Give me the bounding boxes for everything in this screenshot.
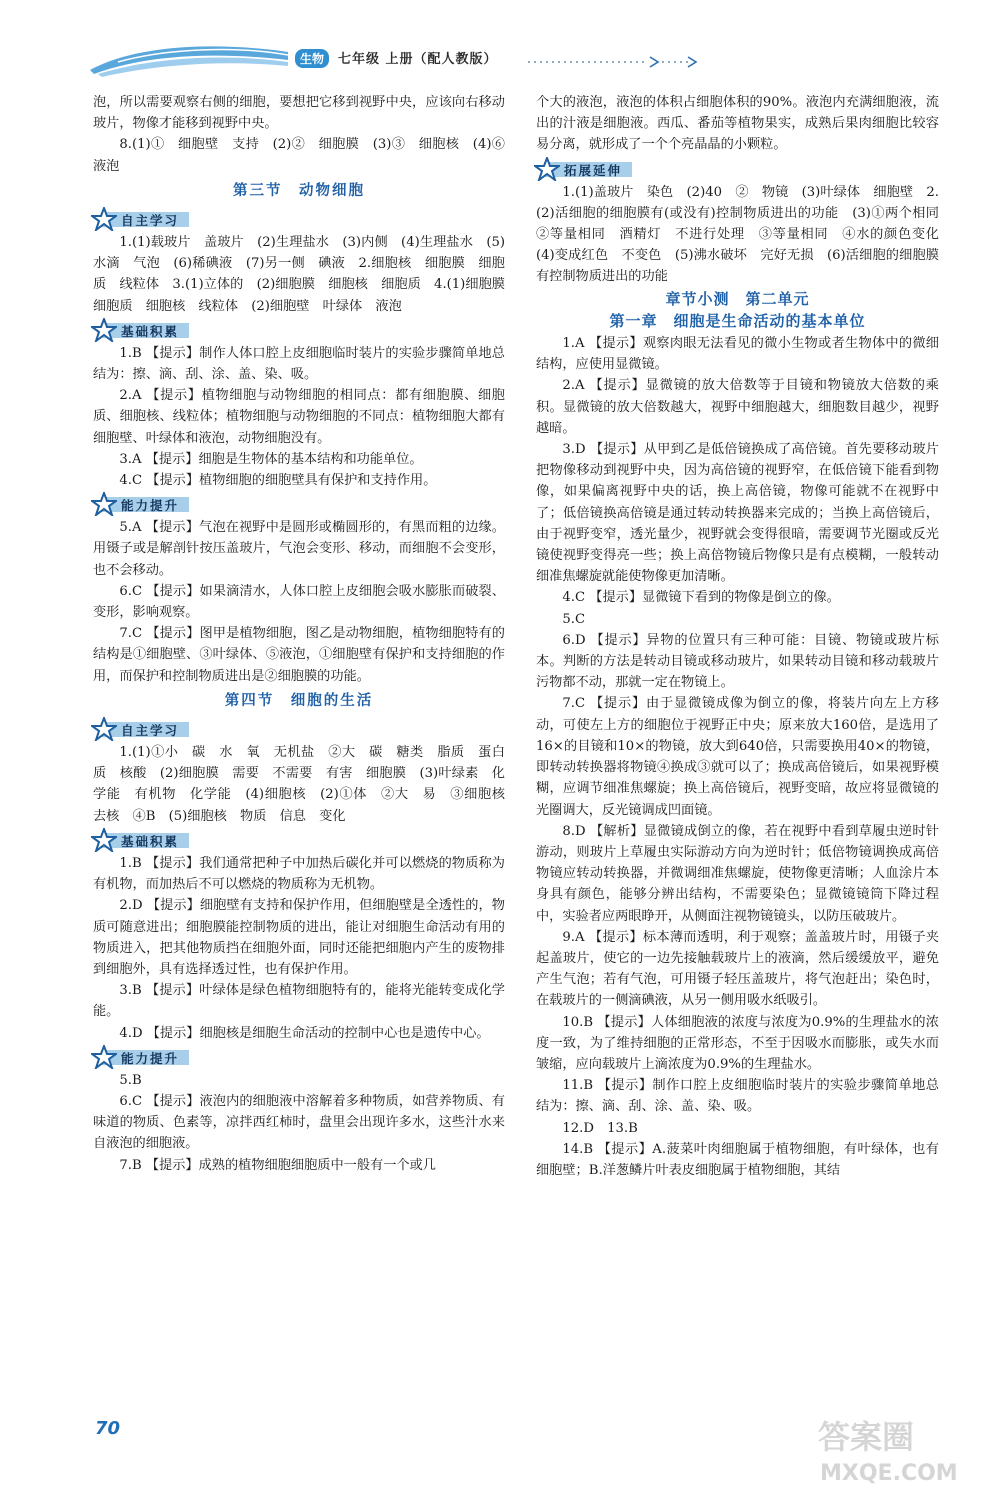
answer-text: 3.B 【提示】叶绿体是绿色植物细胞特有的，能将光能转变成化学能。 — [93, 983, 505, 1020]
watermark-logo — [810, 1408, 970, 1488]
answer-text: 8.(1)① 细胞壁 支持 (2)② 细胞膜 (3)③ 细胞核 (4)⑥ 液泡 — [93, 137, 519, 174]
answer-text: 6.C 【提示】液泡内的细胞液中溶解着多种物质，如营养物质、有味道的物质、色素等，凉拌西红柿时，盘里会出现许多水，这些汁水来自液泡的细胞液。 — [93, 1093, 505, 1152]
answer-text: 1.(1)①小 碳 水 氧 无机盐 ②大 碳 糖类 脂质 蛋白质 核酸 (2)细胞膜 需要 不需要 有害 细胞膜 (3)叶绿素 化学能 有机物 化学能 (4)细胞核 (2)①体 ②大 易 ③细胞核 去核 ④B (5)细胞核 物质 信息 变化 — [93, 745, 519, 824]
answer-text: 2.A 【提示】植物细胞与动物细胞的相同点：都有细胞膜、细胞质、细胞核、线粒体；植物细胞与动物细胞的不同点：植物细胞大都有细胞壁、叶绿体和液泡，动物细胞没有。 — [93, 388, 505, 446]
answer-text: 8.D 【解析】显微镜成倒立的像，若在视野中看到草履虫逆时针游动，则玻片上草履虫实际游动方向为逆时针；低倍物镜调换成高倍物镜应转动转换器，并微调细准焦螺旋，使物像更清晰；人血涂片本身具有颜色，能够分辨出结构，不需要染色；显微镜镜筒下降过程中，实验者应两眼睁开，从侧面注视物镜镜头，以防压破玻片。 — [536, 823, 939, 924]
star-icon — [91, 828, 117, 852]
answer-text: 泡，所以需要观察右侧的细胞，要想把它移到视野中央，应该向右移动玻片，物像才能移到视野中央。 — [93, 95, 505, 132]
answer-text: 2.D 【提示】细胞壁有支持和保护作用，但细胞壁是全透性的，物质可随意进出；细胞膜能控制物质的进出，能让对细胞生命活动有用的物质进入，把其他物质挡在细胞外面，同时还能把细胞内产生的废物排到细胞外，具有选择透过性，也有保护作用。 — [93, 898, 505, 977]
answer-text: 7.B 【提示】成熟的植物细胞细胞质中一般有一个或几 — [119, 1157, 436, 1173]
star-icon — [91, 318, 117, 342]
header-dotted-arrow-decoration — [528, 54, 698, 70]
right-column: 个大的液泡，液泡的体积占细胞体积的90%。液泡内充满细胞液，流出的汁液是细胞液。西瓜、番茄等植物果实，成熟后果肉细胞比较容易分离，就形成了一个个亮晶晶的小颗粒。 拓展延伸 1.(1)盖玻片 染色 (2)40 ② 物镜 (3)叶绿体 细胞壁 2.(2)活细胞的细胞膜有(或没有)控制物质进出的功能 (3)①两个相同 ②等量相同 酒精灯 不进行处理 ③等量相同 ④水的颜色变化 (4)变成红色 不变色 (5)沸水破坏 完好无损 (6)活细胞的细胞膜有控制物质进出的功能 章节小测 第二单元 第一章 细胞是生命活动的基本单位 1.A 【提示】观察肉眼无法看见的微小生物或者生物体中的微细结构，应使用显微镜。 2.A 【提示】显微镜的放大倍数等于目镜和物镜放大倍数的乘积。显微镜的放大倍数越大，视野中细胞越大，细胞数目越少，视野越暗。 3.D 【提示】从甲到乙是低倍镜换成了高倍镜。首先要移动玻片把物像移动到视野中央，因为高倍镜的视野窄，在低倍镜下能看到物像，如果偏离视野中央的话，换上高倍镜，物像可能就不在视野中了；低倍镜换高倍镜是通过转动转换器来完成的；当换上高倍镜后，由于视野变窄，透光量少，视野就会变得很暗，需要调节光圈或反光镜使视野变得亮一些；换上高倍物镜后物像只是有点模糊，一般转动细准焦螺旋就能使物像更加清晰。 4.C 【提示】显微镜下看到的物像是倒立的像。 5.C 6.D 【提示】异物的位置只有三种可能：目镜、物镜或玻片标本。判断的方法是转动目镜或移动玻片，如果转动目镜和移动载玻片污物都不动，那就一定在物镜上。 7.C 【提示】由于显微镜成像为倒立的像，将装片向左上方移动，可使左上方的细胞位于视野正中央；原来放大160倍，是选用了16×的目镜和10×的物镜，放大到640倍，只需要换用40×的物镜，即转动转换器将物镜④换成③就可以了；换成高倍镜后，如果视野模糊，应调节细准焦螺旋；换上高倍镜后，视野变暗，故应将显微镜的光圈调大，反光镜调成凹面镜。 8.D 【解析】显微镜成倒立的像，若在视野中看到草履虫逆时针游动，则玻片上草履虫实际游动方向为逆时针；低倍物镜调换成高倍物镜应转动转换器，并微调细准焦螺旋，使物像更清晰；人血涂片本身具有颜色，能够分辨出结构，不需要染色；显微镜镜筒下降过程中，实验者应两眼睁开，从侧面注视物镜镜头，以防压破玻片。 9.A 【提示】标本薄而透明，利于观察；盖盖玻片时，用镊子夹起盖玻片，使它的一边先接触载玻片上的液滴，然后缓缓放平，避免产生气泡；若有气泡，可用镊子轻压盖玻片，将气泡赶出；染色时，在载玻片的一侧滴碘液，从另一侧用吸水纸吸引。 10.B 【提示】人体细胞液的浓度与浓度为0.9%的生理盐水的浓度一致，为了维持细胞的正常形态，不至于因吸水而膨胀，或失水而皱缩，应向载玻片上滴浓度为0.9%的生理盐水。 11.B 【提示】制作口腔上皮细胞临时装片的实验步骤简单地总结为：擦、滴、刮、涂、盖、染、吸。 12.D 13.B 14.B 【提示】A.菠菜叶肉细胞属于植物细胞，有叶绿体，也有细胞壁；B.洋葱鳞片叶表皮细胞属于植物细胞，其结 — [536, 92, 939, 1181]
header-swoosh-decoration — [88, 40, 293, 78]
answer-text: 14.B 【提示】A.菠菜叶肉细胞属于植物细胞，有叶绿体，也有细胞壁；B.洋葱鳞片叶表皮细胞属于植物细胞，其结 — [536, 1141, 939, 1178]
answer-text: 2.A 【提示】显微镜的放大倍数等于目镜和物镜放大倍数的乘积。显微镜的放大倍数越大，视野中细胞越大，细胞数目越少，视野越暗。 — [536, 378, 939, 436]
answer-text: 12.D 13.B — [562, 1120, 638, 1136]
answer-text: 7.C 【提示】图甲是植物细胞，图乙是动物细胞，植物细胞特有的结构是①细胞壁、③叶绿体、⑤液泡，①细胞壁有保护和支持细胞的作用，而保护和控制物质进出是②细胞膜的功能。 — [93, 626, 505, 684]
answer-text: 1.(1)载玻片 盖玻片 (2)生理盐水 (3)内侧 (4)生理盐水 (5)水滴 气泡 (6)稀碘液 (7)另一侧 碘液 2.细胞核 细胞膜 细胞质 线粒体 3.(1)立体的 (2)细胞膜 细胞核 细胞质 4.(1)细胞膜 细胞质 细胞核 线粒体 (2)细胞壁 叶绿体 液泡 — [93, 235, 519, 314]
page-header — [88, 40, 648, 80]
svg-text:答案圈: 答案圈 — [818, 1418, 915, 1456]
answer-text: 3.A 【提示】细胞是生物体的基本结构和功能单位。 — [119, 451, 423, 467]
page-number: 70 — [95, 1418, 121, 1439]
answer-text: 5.B — [119, 1072, 142, 1088]
star-icon — [91, 1045, 117, 1069]
star-icon — [534, 157, 560, 181]
answer-text: 1.(1)盖玻片 染色 (2)40 ② 物镜 (3)叶绿体 细胞壁 2.(2)活细胞的细胞膜有(或没有)控制物质进出的功能 (3)①两个相同 ②等量相同 酒精灯 不进行处理 ③等量相同 ④水的颜色变化 (4)变成红色 不变色 (5)沸水破坏 完好无损 (6)活细胞的细胞膜有控制物质进出的功能 — [536, 184, 953, 285]
answer-text: 5.C — [562, 611, 586, 627]
answer-text: 7.C 【提示】由于显微镜成像为倒立的像，将装片向左上方移动，可使左上方的细胞位于视野正中央；原来放大160倍，是选用了16×的目镜和10×的物镜，放大到640倍，只需要换用40×的物镜，即转动转换器将物镜④换成③就可以了；换成高倍镜后，如果视野模糊，应调节细准焦螺旋；换上高倍镜后，视野变暗，故应将显微镜的光圈调大，反光镜调成凹面镜。 — [536, 696, 939, 818]
answer-text: 4.C 【提示】植物细胞的细胞壁具有保护和支持作用。 — [119, 473, 437, 489]
chapter-title: 第一章 细胞是生命活动的基本单位 — [609, 311, 866, 330]
answer-text: 5.A 【提示】气泡在视野中是圆形或椭圆形的，有黑而粗的边缘。用镊子或是解剖针按压盖玻片，气泡会变形、移动，而细胞不会变形，也不会移动。 — [93, 520, 505, 578]
star-icon — [91, 492, 117, 516]
header-subject-badge: 生物 — [295, 49, 329, 68]
answer-text: 1.B 【提示】我们通常把种子中加热后碳化并可以燃烧的物质称为有机物，而加热后不可以燃烧的物质称为无机物。 — [93, 855, 505, 893]
svg-text:MXQE.COM: MXQE.COM — [820, 1461, 958, 1486]
answer-text: 11.B 【提示】制作口腔上皮细胞临时装片的实验步骤简单地总结为：擦、滴、刮、涂、盖、染、吸。 — [536, 1078, 939, 1115]
section-title: 第三节 动物细胞 — [233, 182, 365, 199]
answer-text: 1.B 【提示】制作人体口腔上皮细胞临时装片的实验步骤简单地总结为：擦、滴、刮、涂、盖、染、吸。 — [93, 345, 505, 383]
section-title: 第四节 细胞的生活 — [224, 692, 374, 709]
answer-text: 10.B 【提示】人体细胞液的浓度与浓度为0.9%的生理盐水的浓度一致，为了维持细胞的正常形态，不至于因吸水而膨胀，或失水而皱缩，应向载玻片上滴浓度为0.9%的生理盐水。 — [536, 1014, 939, 1072]
star-icon — [91, 207, 117, 231]
answer-text: 4.D 【提示】细胞核是细胞生命活动的控制中心也是遗传中心。 — [119, 1025, 490, 1041]
answer-text: 1.A 【提示】观察肉眼无法看见的微小生物或者生物体中的微细结构，应使用显微镜。 — [536, 336, 939, 373]
answer-text: 个大的液泡，液泡的体积占细胞体积的90%。液泡内充满细胞液，流出的汁液是细胞液。西瓜、番茄等植物果实，成熟后果肉细胞比较容易分离，就形成了一个个亮晶晶的小颗粒。 — [536, 95, 939, 153]
answer-text: 3.D 【提示】从甲到乙是低倍镜换成了高倍镜。首先要移动玻片把物像移动到视野中央，因为高倍镜的视野窄，在低倍镜下能看到物像，如果偏离视野中央的话，换上高倍镜，物像可能就不在视野中了；低倍镜换高倍镜是通过转动转换器来完成的；当换上高倍镜后，由于视野变窄，透光量少，视野就会变得很暗，需要调节光圈或反光镜使视野变得亮一些；换上高倍物镜后物像只是有点模糊，一般转动细准焦螺旋就能使物像更加清晰。 — [536, 442, 939, 585]
unit-title: 章节小测 第二单元 — [665, 289, 810, 308]
header-grade-info: 七年级 上册（配人教版） — [338, 52, 498, 67]
answer-text: 9.A 【提示】标本薄而透明，利于观察；盖盖玻片时，用镊子夹起盖玻片，使它的一边先接触载玻片上的液滴，然后缓缓放平，避免产生气泡；若有气泡，可用镊子轻压盖玻片，将气泡赶出；染色时，在载玻片的一侧滴碘液，从另一侧用吸水纸吸引。 — [536, 929, 939, 1009]
star-icon — [91, 717, 117, 741]
answer-text: 6.D 【提示】异物的位置只有三种可能：目镜、物镜或玻片标本。判断的方法是转动目镜或移动玻片，如果转动目镜和移动载玻片污物都不动，那就一定在物镜上。 — [536, 632, 939, 691]
answer-text: 6.C 【提示】如果滴清水，人体口腔上皮细胞会吸水膨胀而破裂、变形，影响观察。 — [93, 583, 505, 621]
answer-text: 4.C 【提示】显微镜下看到的物像是倒立的像。 — [562, 590, 840, 606]
left-column: 泡，所以需要观察右侧的细胞，要想把它移到视野中央，应该向右移动玻片，物像才能移到视野中央。 8.(1)① 细胞壁 支持 (2)② 细胞膜 (3)③ 细胞核 (4)⑥ 液泡 第三节 动物细胞 自主学习 1.(1)载玻片 盖玻片 (2)生理盐水 (3)内侧 (4)生理盐水 (5)水滴 气泡 (6)稀碘液 (7)另一侧 碘液 2.细胞核 细胞膜 细胞质 线粒体 3.(1)立体的 (2)细胞膜 细胞核 细胞质 4.(1)细胞膜 细胞质 细胞核 线粒体 (2)细胞壁 叶绿体 液泡 基础积累 1.B 【提示】制作人体口腔上皮细胞临时装片的实验步骤简单地总结为：擦、滴、刮、涂、盖、染、吸。 2.A 【提示】植物细胞与动物细胞的相同点：都有细胞膜、细胞质、细胞核、线粒体；植物细胞与动物细胞的不同点：植物细胞大都有细胞壁、叶绿体和液泡，动物细胞没有。 3.A 【提示】细胞是生物体的基本结构和功能单位。 4.C 【提示】植物细胞的细胞壁具有保护和支持作用。 能力提升 5.A 【提示】气泡在视野中是圆形或椭圆形的，有黑而粗的边缘。用镊子或是解剖针按压盖玻片，气泡会变形、移动，而细胞不会变形，也不会移动。 6.C 【提示】如果滴清水，人体口腔上皮细胞会吸水膨胀而破裂、变形，影响观察。 7.C 【提示】图甲是植物细胞，图乙是动物细胞，植物细胞特有的结构是①细胞壁、③叶绿体、⑤液泡，①细胞壁有保护和支持细胞的作用，而保护和控制物质进出是②细胞膜的功能。 第四节 细胞的生活 自主学习 1.(1)①小 碳 水 氧 无机盐 ②大 碳 糖类 脂质 蛋白质 核酸 (2)细胞膜 需要 不需要 有害 细胞膜 (3)叶绿素 化学能 有机物 化学能 (4)细胞核 (2)①体 ②大 易 ③细胞核 去核 ④B (5)细胞核 物质 信息 变化 基础积累 1.B 【提示】我们通常把种子中加热后碳化并可以燃烧的物质称为有机物，而加热后不可以燃烧的物质称为无机物。 2.D 【提示】细胞壁有支持和保护作用，但细胞壁是全透性的，物质可随意进出；细胞膜能控制物质的进出，能让对细胞生命活动有用的物质进入，把其他物质挡在细胞外面，同时还能把细胞内产生的废物排到细胞外，具有选择透过性，也有保护作用。 3.B 【提示】叶绿体是绿色植物细胞特有的，能将光能转变成化学能。 4.D 【提示】细胞核是细胞生命活动的控制中心也是遗传中心。 能力提升 5.B 6.C 【提示】液泡内的细胞液中溶解着多种物质，如营养物质、有味道的物质、色素等，凉拌西红柿时，盘里会出现许多水，这些汁水来自液泡的细胞液。 7.B 【提示】成熟的植物细胞细胞质中一般有一个或几 — [93, 92, 505, 1176]
